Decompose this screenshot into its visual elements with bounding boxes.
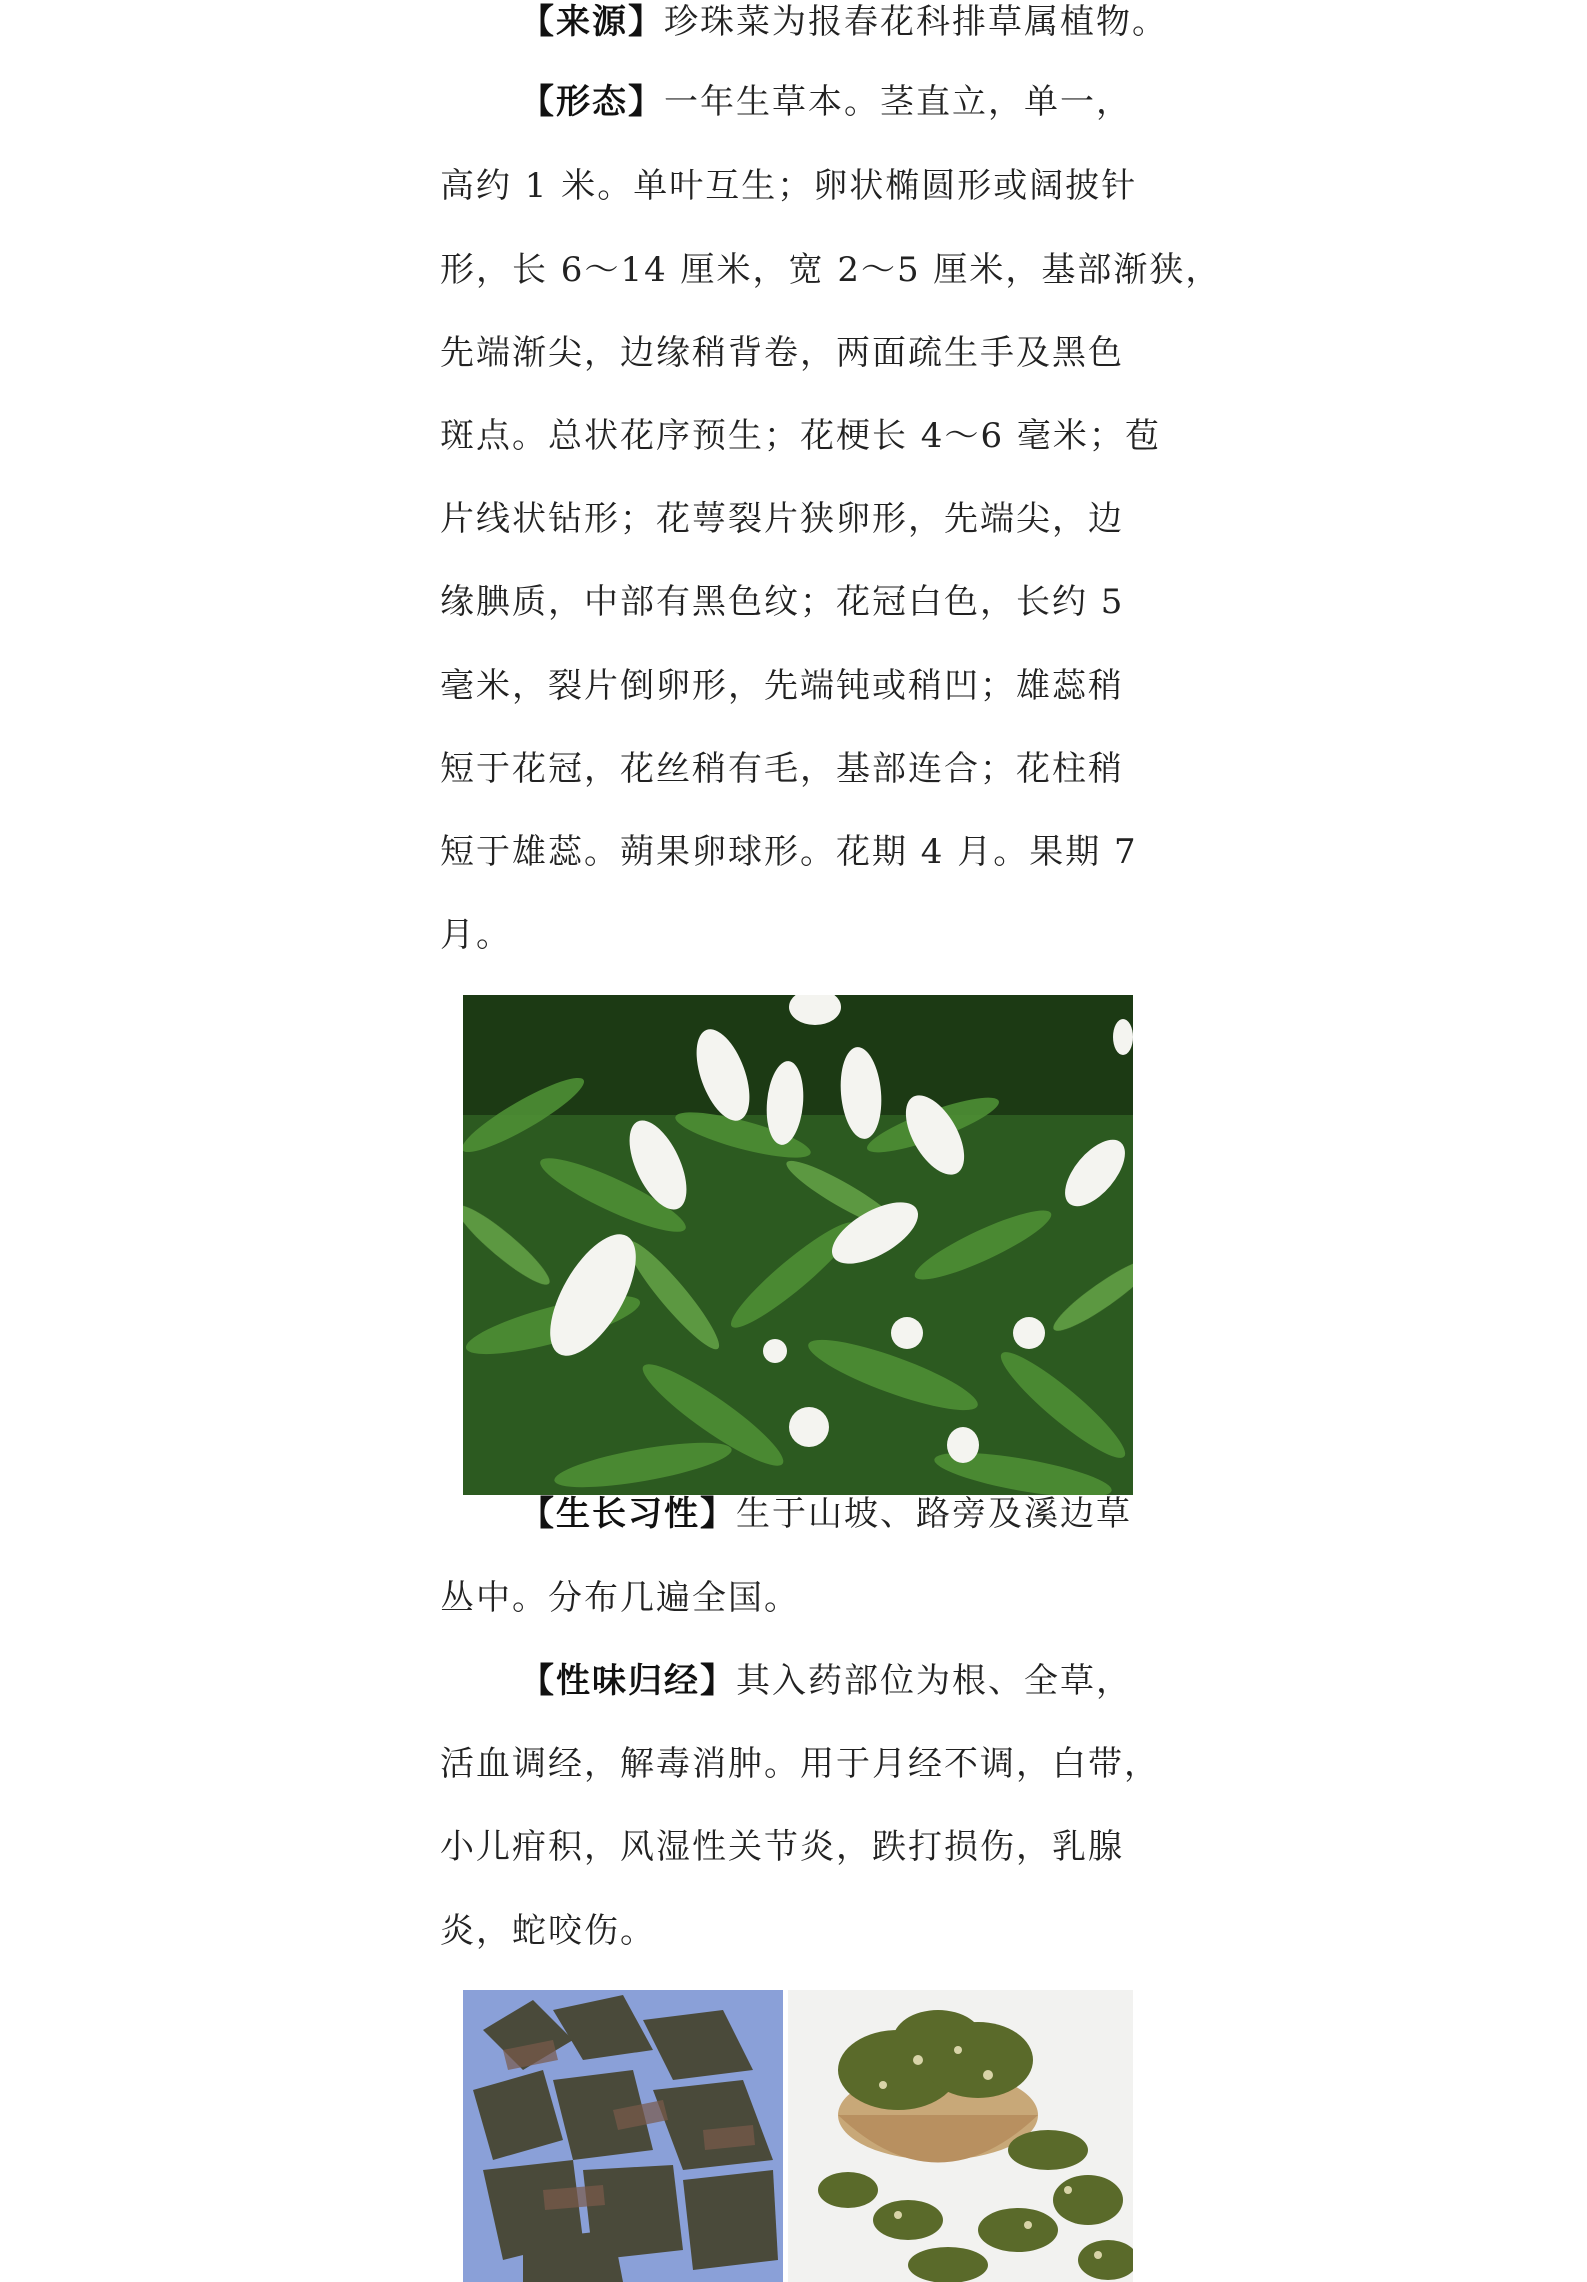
form-line: 片线状钻形；花萼裂片狭卵形，先端尖，边: [440, 499, 1124, 539]
nature-heading: 【性味归经】: [520, 1661, 736, 1701]
bowl-herb-photo: [788, 1990, 1133, 2282]
form-heading: 【形态】: [520, 82, 664, 122]
nature-line: 其入药部位为根、全草，: [736, 1661, 1132, 1701]
form-line: 先端渐尖，边缘稍背卷，两面疏生手及黑色: [440, 333, 1124, 373]
source-paragraph: [520, 0, 1240, 44]
nature-line: 炎，蛇咬伤。: [440, 1911, 656, 1951]
form-line: 形，长 6～14 厘米，宽 2～5 厘米，基部渐狭，: [440, 250, 1222, 290]
nature-paragraph-first-line: [520, 1659, 1240, 1703]
nature-line: 活血调经，解毒消肿。用于月经不调，白带，: [440, 1744, 1160, 1784]
habit-paragraph-first-line: [520, 1492, 1240, 1536]
habit-line: 丛中。分布几遍全国。: [440, 1578, 800, 1618]
form-line: 高约 1 米。单叶互生；卵状椭圆形或阔披针: [440, 166, 1138, 206]
habit-line: 生于山坡、路旁及溪边草: [736, 1494, 1132, 1534]
form-line: 一年生草本。茎直立，单一，: [664, 82, 1132, 122]
plant-photo: [463, 995, 1133, 1495]
form-line: 月。: [440, 915, 512, 955]
source-text: 珍珠菜为报春花科排草属植物。: [664, 2, 1168, 42]
habit-heading: 【生长习性】: [520, 1494, 736, 1534]
form-line: 斑点。总状花序预生；花梗长 4～6 毫米；苞: [440, 416, 1161, 456]
form-paragraph-first-line: [520, 80, 1240, 124]
nature-line: 小儿疳积，风湿性关节炎，跌打损伤，乳腺: [440, 1827, 1124, 1867]
source-heading: 【来源】: [520, 2, 664, 42]
form-line: 短于花冠，花丝稍有毛，基部连合；花柱稍: [440, 749, 1124, 789]
form-line: 短于雄蕊。蒴果卵球形。花期 4 月。果期 7: [440, 832, 1138, 872]
form-line: 缘腆质，中部有黑色纹；花冠白色，长约 5: [440, 582, 1125, 622]
form-line: 毫米，裂片倒卵形，先端钝或稍凹；雄蕊稍: [440, 666, 1124, 706]
dried-herb-photo: [463, 1990, 783, 2282]
